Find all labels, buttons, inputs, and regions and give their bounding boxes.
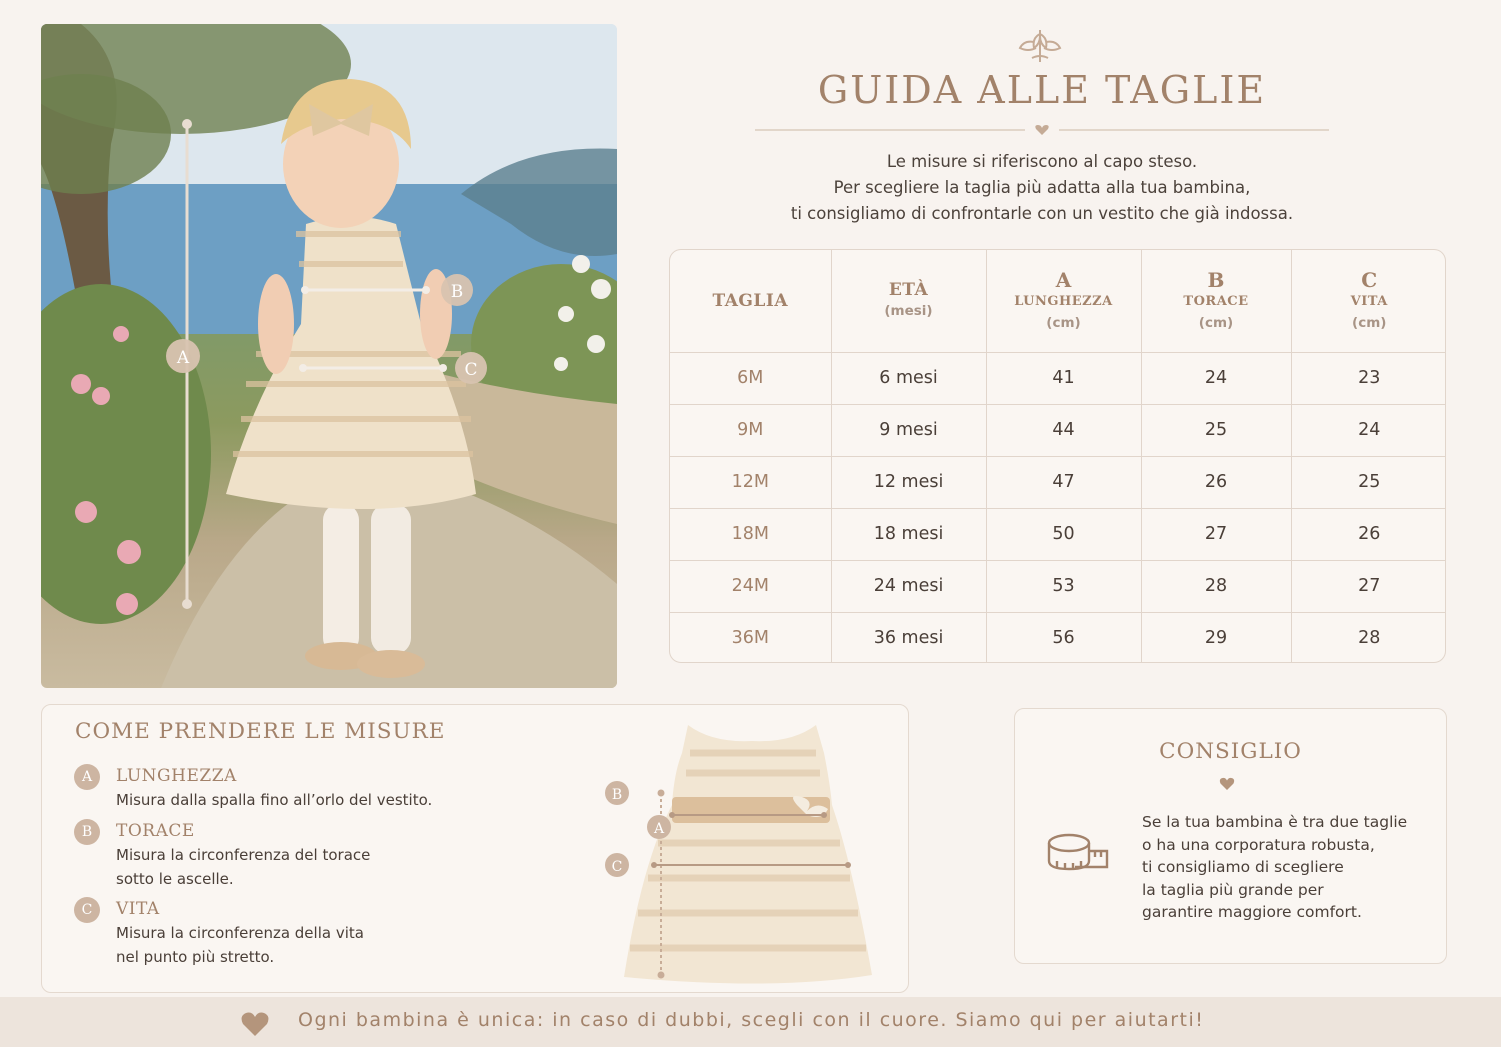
diagram-marker-c: C bbox=[611, 859, 623, 875]
tip-title: CONSIGLIO bbox=[1159, 739, 1302, 764]
measure-description: Misura la circonferenza della vita nel punto più stretto. bbox=[116, 924, 364, 966]
measure-label: VITA bbox=[116, 899, 160, 919]
length-cell: 56 bbox=[986, 612, 1141, 663]
age-cell: 36 mesi bbox=[831, 612, 986, 663]
age-cell: 9 mesi bbox=[831, 404, 986, 456]
intro-text bbox=[700, 149, 1384, 227]
title-divider bbox=[755, 122, 1329, 138]
how-to-measure-card bbox=[41, 704, 909, 993]
table-row bbox=[670, 404, 1446, 456]
measuring-tape-icon bbox=[1045, 831, 1109, 877]
divider-heart-icon bbox=[1035, 125, 1048, 135]
waist-cell: 27 bbox=[1291, 560, 1446, 612]
waist-cell: 28 bbox=[1358, 628, 1381, 649]
product-photo bbox=[41, 24, 617, 688]
table-row bbox=[670, 612, 1446, 663]
footer-band bbox=[0, 997, 1501, 1047]
size-cell: 6M bbox=[670, 352, 831, 404]
tip-text: Se la tua bambina è tra due taglie o ha una corporatura robusta, ti consigliamo di scegliere la taglia più grande per garantire maggiore comfort. bbox=[1142, 813, 1408, 922]
size-cell: 36M bbox=[670, 612, 831, 663]
leaf-ornament-icon bbox=[1016, 26, 1064, 66]
size-cell: 12M bbox=[670, 456, 831, 508]
photo-marker-a: A bbox=[176, 348, 190, 368]
column-header-torace: B TORACE (cm) bbox=[1141, 250, 1291, 352]
length-cell: 44 bbox=[986, 404, 1141, 456]
intro-line: Le misure si riferiscono al capo steso. bbox=[886, 152, 1198, 171]
diagram-marker-a: A bbox=[653, 821, 665, 837]
age-cell: 6 mesi bbox=[831, 352, 986, 404]
measure-description: Misura dalla spalla fino all’orlo del vestito. bbox=[116, 791, 433, 809]
heart-icon bbox=[240, 1011, 270, 1037]
chest-cell: 25 bbox=[1141, 404, 1291, 456]
age-cell: 12 mesi bbox=[831, 456, 986, 508]
diagram-marker-b: B bbox=[611, 787, 623, 803]
age-cell: 24 mesi bbox=[831, 560, 986, 612]
size-cell: 24M bbox=[670, 560, 831, 612]
column-header-vita: C VITA (cm) bbox=[1291, 250, 1446, 352]
chest-cell: 24 bbox=[1141, 352, 1291, 404]
photo-marker-c: C bbox=[464, 360, 478, 380]
table-row bbox=[670, 352, 1446, 404]
waist-cell: 23 bbox=[1291, 352, 1446, 404]
length-cell: 47 bbox=[986, 456, 1141, 508]
table-header-row bbox=[670, 250, 1446, 352]
tip-card bbox=[1014, 708, 1447, 964]
column-header-taglia: TAGLIA bbox=[670, 250, 831, 352]
table-row bbox=[670, 560, 1446, 612]
photo-marker-b: B bbox=[450, 282, 464, 302]
how-to-measure-title: COME PRENDERE LE MISURE bbox=[75, 719, 446, 744]
length-cell: 41 bbox=[986, 352, 1141, 404]
chest-cell: 28 bbox=[1141, 560, 1291, 612]
chest-cell: 26 bbox=[1141, 456, 1291, 508]
heart-icon bbox=[1219, 777, 1235, 791]
girl-in-dress-illustration bbox=[41, 24, 617, 688]
column-header-eta: ETÀ (mesi) bbox=[831, 250, 986, 352]
measure-label: TORACE bbox=[116, 821, 195, 841]
length-cell: 50 bbox=[986, 508, 1141, 560]
intro-line: ti consigliamo di confrontarle con un vestito che già indossa. bbox=[790, 204, 1294, 223]
dress-measurement-diagram bbox=[602, 713, 892, 989]
table-row bbox=[670, 508, 1446, 560]
badge-c: C bbox=[74, 897, 100, 923]
chest-cell: 29 bbox=[1141, 612, 1291, 663]
measure-label: LUNGHEZZA bbox=[116, 766, 237, 786]
size-cell: 9M bbox=[670, 404, 831, 456]
footer-message: Ogni bambina è unica: in caso di dubbi, scegli con il cuore. Siamo qui per aiutarti! bbox=[298, 1009, 1205, 1031]
badge-a: A bbox=[74, 764, 100, 790]
waist-cell: 25 bbox=[1291, 456, 1446, 508]
waist-cell: 24 bbox=[1291, 404, 1446, 456]
table-row bbox=[670, 456, 1446, 508]
intro-line: Per scegliere la taglia più adatta alla tua bambina, bbox=[833, 178, 1251, 197]
size-table bbox=[669, 249, 1446, 663]
size-cell: 18M bbox=[670, 508, 831, 560]
measure-description: Misura la circonferenza del torace sotto le ascelle. bbox=[116, 846, 371, 888]
column-header-lunghezza: A LUNGHEZZA (cm) bbox=[986, 250, 1141, 352]
waist-cell: 26 bbox=[1291, 508, 1446, 560]
age-cell: 18 mesi bbox=[831, 508, 986, 560]
chest-cell: 27 bbox=[1141, 508, 1291, 560]
length-cell: 53 bbox=[986, 560, 1141, 612]
badge-b: B bbox=[74, 819, 100, 845]
page-title: GUIDA ALLE TAGLIE bbox=[817, 68, 1267, 112]
